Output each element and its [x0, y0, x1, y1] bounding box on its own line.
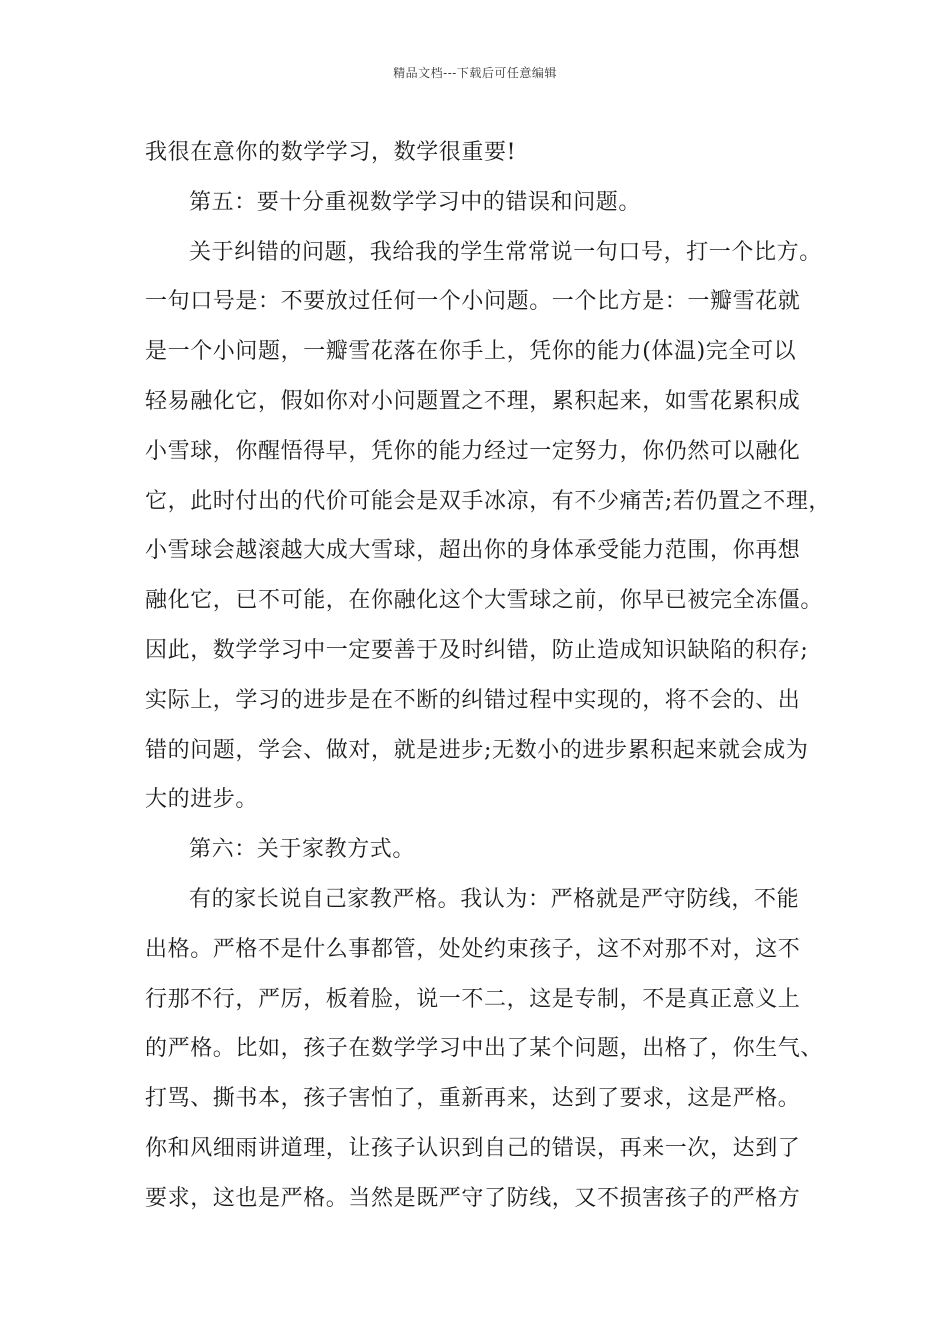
text-line: 关于纠错的问题，我给我的学生常常说一句口号，打一个比方。 [189, 239, 822, 265]
text-line: 你和风细雨讲道理，让孩子认识到自己的错误，再来一次，达到了 [145, 1135, 801, 1161]
text-line: 因此，数学学习中一定要善于及时纠错，防止造成知识缺陷的积存; [145, 637, 809, 663]
text-line: 有的家长说自己家教严格。我认为：严格就是严守防线，不能 [189, 886, 800, 912]
text-line: 是一个小问题，一瓣雪花落在你手上，凭你的能力(体温)完全可以 [145, 339, 797, 365]
document-body [145, 128, 832, 1224]
text-line: 我很在意你的数学学习，数学很重要! [145, 140, 517, 165]
text-line: 错的问题，学会、做对，就是进步;无数小的进步累积起来就会成为 [145, 737, 809, 763]
text-line: 融化它，已不可能，在你融化这个大雪球之前，你早已被完全冻僵。 [145, 588, 824, 614]
page-header: 精品文档---下载后可任意编辑 [393, 66, 557, 80]
text-line: 它，此时付出的代价可能会是双手冰凉，有不少痛苦;若仍置之不理， [145, 488, 832, 514]
text-line: 小雪球会越滚越大成大雪球，超出你的身体承受能力范围，你再想 [145, 538, 801, 564]
text-line: 小雪球，你醒悟得早，凭你的能力经过一定努力，你仍然可以融化 [145, 438, 801, 464]
text-line: 大的进步。 [145, 787, 259, 813]
text-line: 一句口号是：不要放过任何一个小问题。一个比方是：一瓣雪花就 [145, 289, 801, 315]
text-line: 实际上，学习的进步是在不断的纠错过程中实现的，将不会的、出 [145, 687, 801, 713]
section-heading-6: 第六：关于家教方式。 [189, 837, 416, 863]
text-line: 轻易融化它，假如你对小问题置之不理，累积起来，如雪花累积成 [145, 388, 801, 414]
text-line: 的严格。比如，孩子在数学学习中出了某个问题，出格了，你生气、 [145, 1036, 824, 1062]
text-line: 要求，这也是严格。当然是既严守了防线，又不损害孩子的严格方 [145, 1185, 801, 1211]
text-line: 出格。严格不是什么事都管，处处约束孩子，这不对那不对，这不 [145, 936, 801, 962]
section-heading-5: 第五：要十分重视数学学习中的错误和问题。 [189, 189, 642, 215]
text-line: 打骂、撕书本，孩子害怕了，重新再来，达到了要求，这是严格。 [145, 1086, 801, 1112]
text-line: 行那不行，严厉，板着脸，说一不二，这是专制，不是真正意义上 [145, 986, 801, 1012]
